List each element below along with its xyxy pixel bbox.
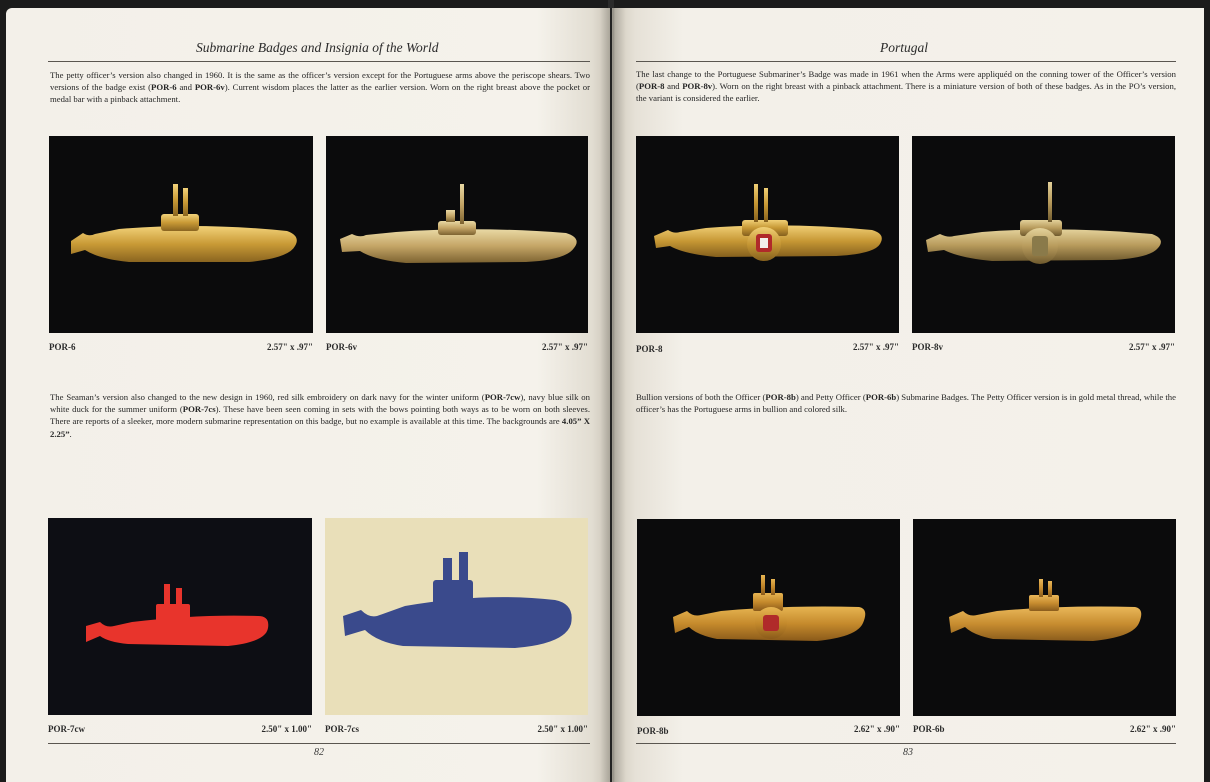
caption-por-8v: POR-8v <box>912 342 943 352</box>
dims-por-6v: 2.57" x .97" <box>542 342 588 352</box>
right-footer-rule <box>636 743 1176 744</box>
photo-por-6b <box>913 519 1176 716</box>
badge-code-ref: POR-7cs <box>182 404 216 415</box>
dims-por-8b: 2.62" x .90" <box>854 724 900 734</box>
photo-por-8 <box>636 136 899 333</box>
gutter-shadow <box>600 8 626 782</box>
dims-por-7cs: 2.50" x 1.00" <box>537 724 588 734</box>
left-header-rule <box>48 61 590 62</box>
photo-por-6 <box>49 136 313 333</box>
badge-code-ref: POR-8 <box>638 81 665 92</box>
badge-code-ref: POR-8v <box>682 81 713 92</box>
photo-por-8b <box>637 519 900 716</box>
dims-por-7cw: 2.50" x 1.00" <box>261 724 312 734</box>
right-running-header: Portugal <box>880 40 929 55</box>
left-paragraph-2: The Seaman’s version also changed to the new design in 1960, red silk embroidery on dark navy for the winter uniform (POR-7cw), navy blue silk on white duck for the summer uniform (POR-7cs). These have been seen coming in sets with the bows pointing both ways as to be worn on both sleeves. There are reports of a sleeker, more modern submarine representation on this badge, but no example is available at this time. The backgrounds are 4.05” X 2.25”. <box>50 392 591 439</box>
photo-por-7cw <box>48 518 312 715</box>
badge-code-ref: POR-6b <box>865 392 897 402</box>
caption-por-6: POR-6 <box>49 342 76 352</box>
badge-code-ref: POR-8b <box>765 392 796 402</box>
left-running-header: Submarine Badges and Insignia of the World <box>196 40 439 55</box>
dims-por-6b: 2.62" x .90" <box>1130 724 1176 734</box>
dims-por-8v: 2.57" x .97" <box>1129 342 1175 352</box>
right-header-rule <box>636 61 1176 62</box>
caption-por-8: POR-8 <box>636 344 663 354</box>
caption-por-8b: POR-8b <box>637 726 669 736</box>
caption-por-6v: POR-6v <box>326 342 357 352</box>
left-footer-rule <box>48 743 590 744</box>
dims-por-6: 2.57" x .97" <box>267 342 313 352</box>
right-folio: 83 <box>903 747 913 758</box>
caption-por-7cs: POR-7cs <box>325 724 359 734</box>
badge-code-ref: POR-6 <box>151 82 177 93</box>
left-paragraph-1: The petty officer’s version also changed in 1960. It is the same as the officer’s version except for the Portuguese arms above the periscope shears. Two versions of the badge exist (POR-6 and POR-6v). Current wisdom places the latter as the earlier version. Worn on the right breast above the pocket or medal bar with a pinback attachment. <box>50 70 590 105</box>
caption-por-6b: POR-6b <box>913 724 945 734</box>
photo-por-7cs <box>325 518 588 715</box>
photo-por-6v <box>326 136 588 333</box>
caption-por-7cw: POR-7cw <box>48 724 85 734</box>
right-paragraph-2: Bullion versions of both the Officer (POR-8b) and Petty Officer (POR-6b) Submarine Badges. The Petty Officer version is in gold metal thread, while the officer’s has the Portuguese arms in bullion and colored silk. <box>636 392 1177 415</box>
right-paragraph-1: The last change to the Portuguese Submariner’s Badge was made in 1961 when the Arms were appliquéd on the conning tower of the Officer’s version (POR-8 and POR-8v). Worn on the right breast with a pinback attachment. There is a miniature version of both of these badges. As in the PO’s version, the variant is considered the earlier. <box>636 69 1176 104</box>
photo-por-8v <box>912 136 1175 333</box>
left-folio: 82 <box>314 747 324 758</box>
dims-por-8: 2.57" x .97" <box>853 342 899 352</box>
badge-code-ref: POR-7cw <box>484 392 521 402</box>
badge-code-ref: 4.05” X 2.25” <box>50 416 591 439</box>
badge-code-ref: POR-6v <box>194 82 225 93</box>
